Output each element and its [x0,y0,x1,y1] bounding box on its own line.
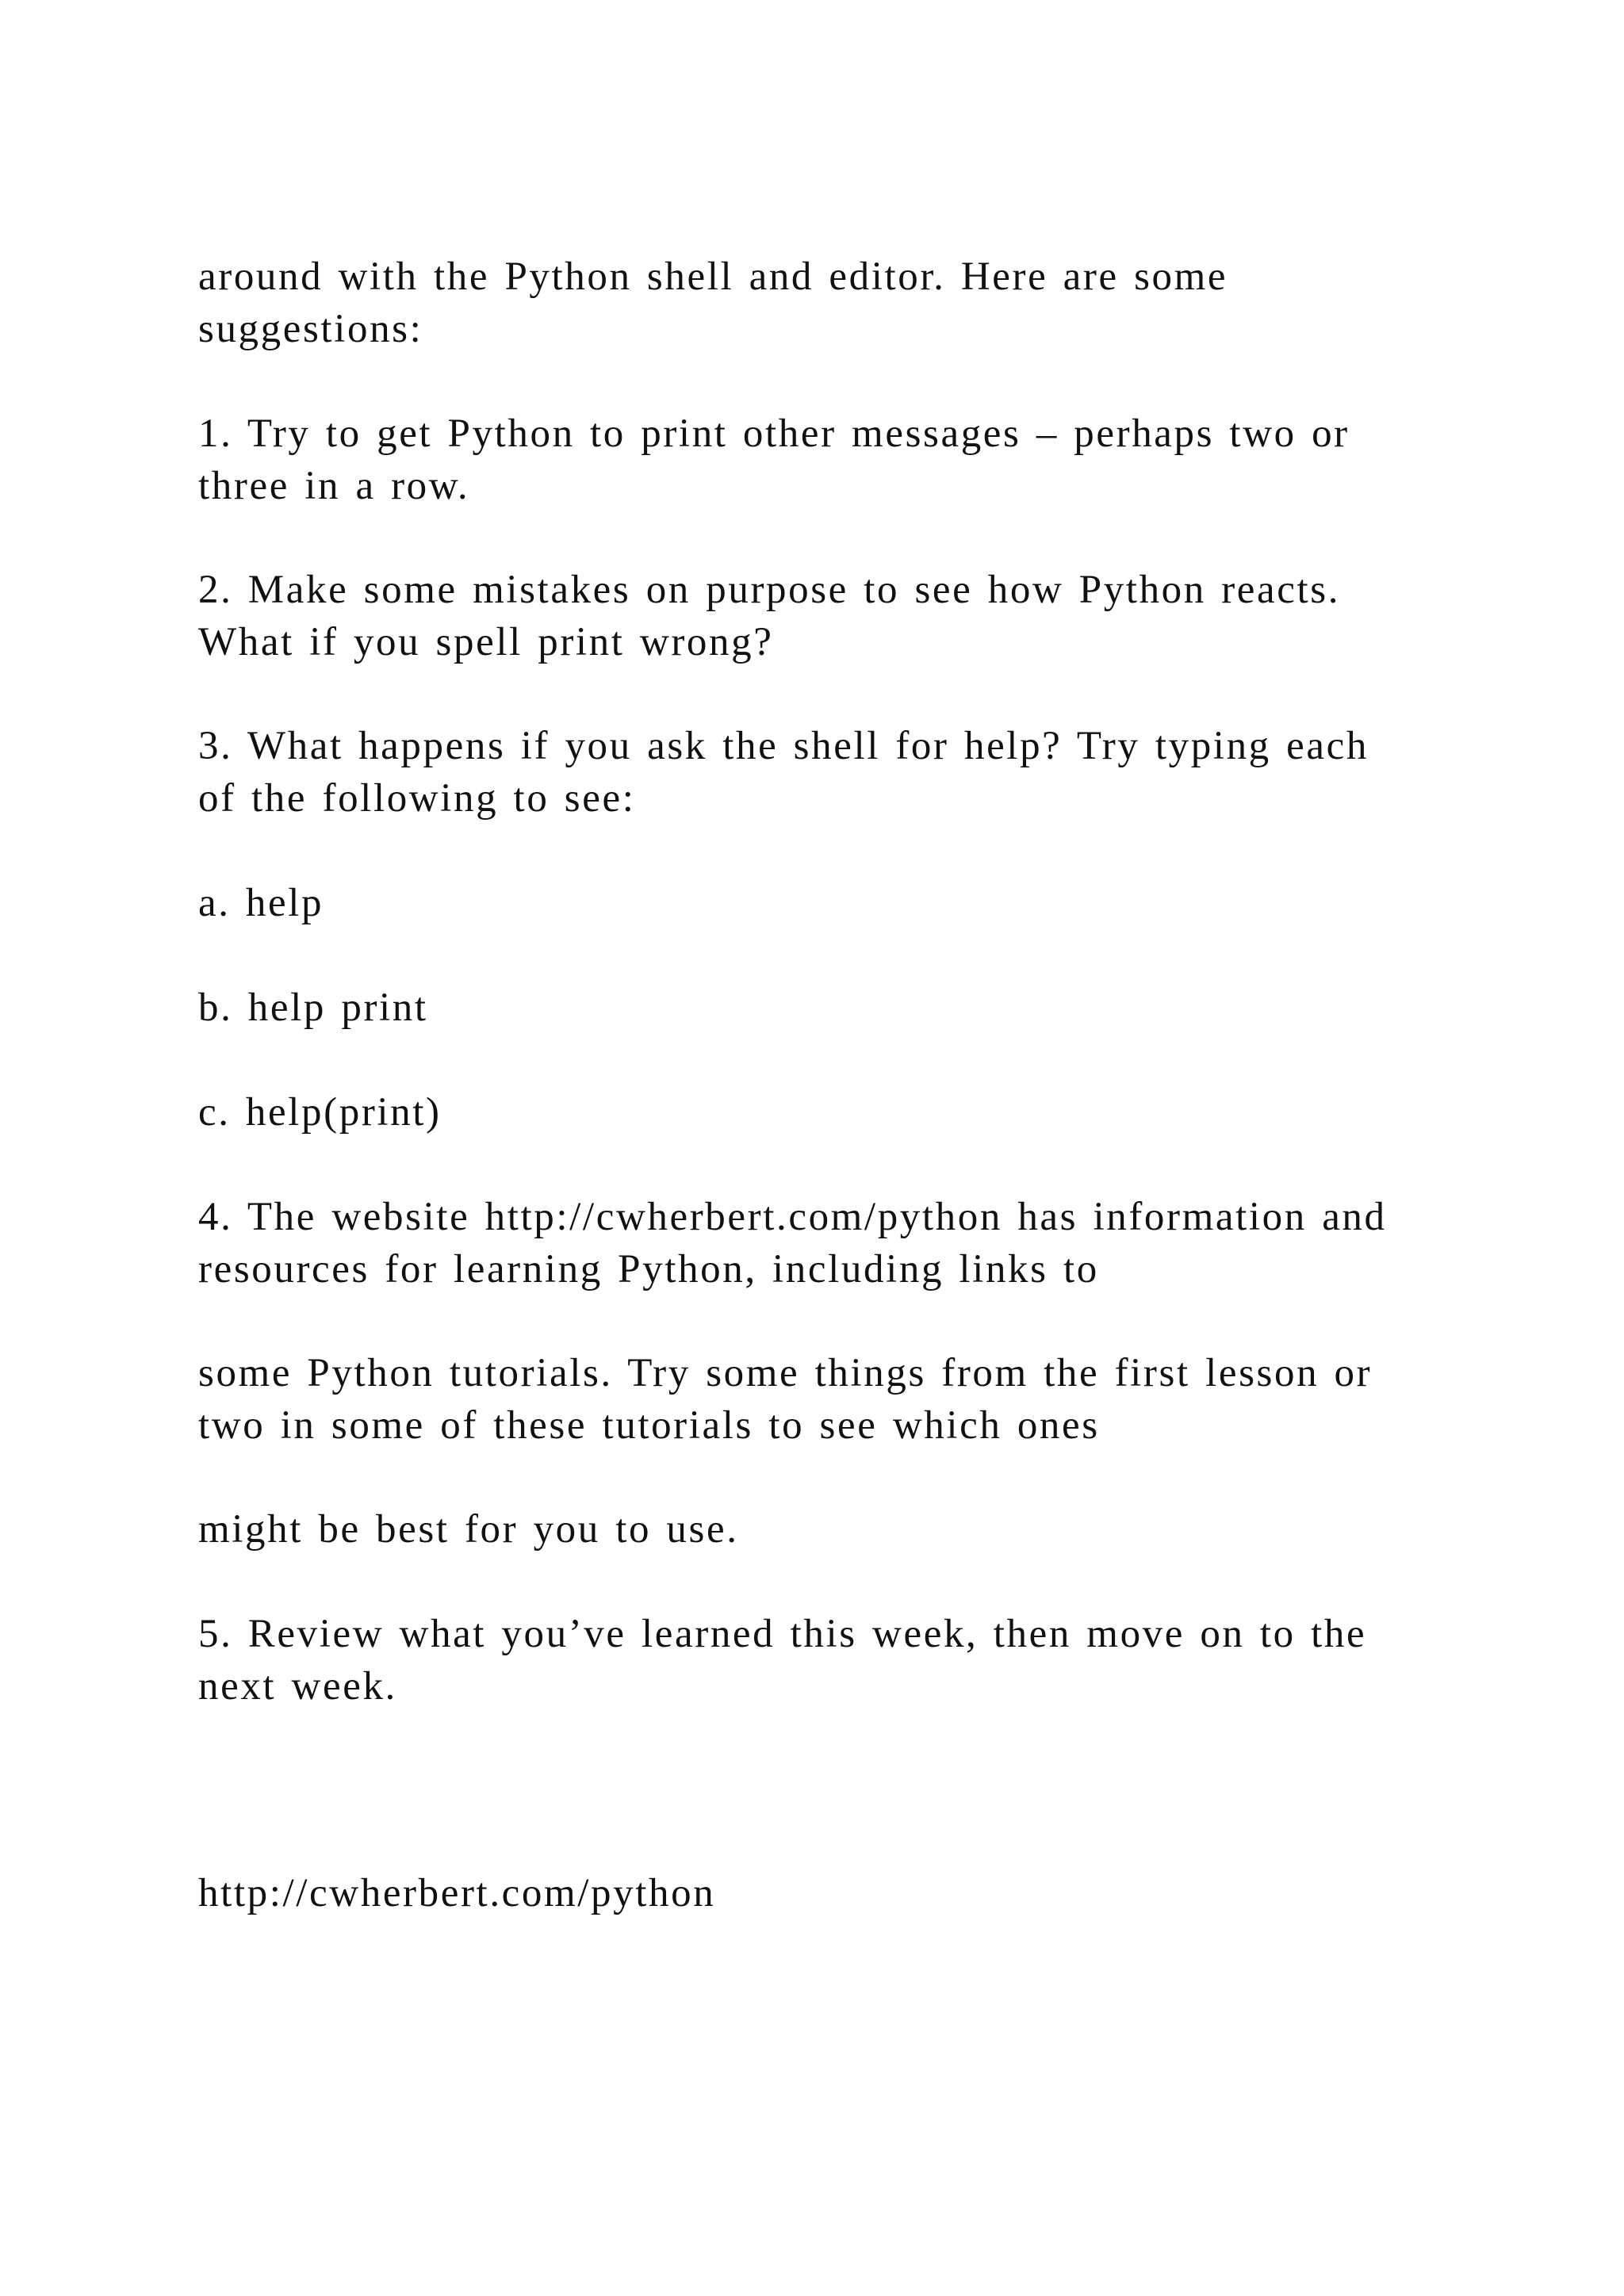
item-3-line-2: of the following to see: [198,776,636,821]
footer-link-block [198,1867,1467,1919]
item-4-paragraph [198,1191,1467,1295]
item-3-line-1: 3. What happens if you ask the shell for help? Try typing each [198,724,1369,768]
item-1-line-2: three in a row. [198,464,470,508]
intro-paragraph [198,251,1467,355]
item-4-ending [198,1503,1467,1556]
sub-item-c-text: c. help(print) [198,1090,442,1135]
item-3-paragraph [198,720,1467,825]
item-2-line-1: 2. Make some mistakes on purpose to see how Python reacts. [198,568,1341,612]
item-5-line-2: next week. [198,1664,397,1709]
item-4-line-1: 4. The website http://cwherbert.com/python has information and [198,1195,1387,1239]
intro-line-2: suggestions: [198,307,423,351]
sub-item-c [198,1086,1467,1138]
intro-line-1: around with the Python shell and editor. Here are some [198,254,1228,299]
footer-link[interactable]: http://cwherbert.com/python [198,1871,716,1915]
item-2-paragraph [198,564,1467,668]
item-4-cont-line-2: two in some of these tutorials to see which ones [198,1403,1100,1448]
sub-item-b [198,982,1467,1034]
item-4-end-line: might be best for you to use. [198,1507,739,1552]
item-1-line-1: 1. Try to get Python to print other messages – perhaps two or [198,411,1350,456]
item-1-paragraph [198,408,1467,512]
item-5-paragraph [198,1608,1467,1712]
item-4-continuation [198,1347,1467,1452]
item-5-line-1: 5. Review what you’ve learned this week, then move on to the [198,1612,1367,1656]
sub-item-a-text: a. help [198,881,324,925]
item-4-cont-line-1: some Python tutorials. Try some things from the first lesson or [198,1351,1373,1395]
item-2-line-2: What if you spell print wrong? [198,620,774,664]
item-4-line-2: resources for learning Python, including links to [198,1247,1099,1292]
sub-item-b-text: b. help print [198,985,428,1030]
sub-item-a [198,877,1467,929]
